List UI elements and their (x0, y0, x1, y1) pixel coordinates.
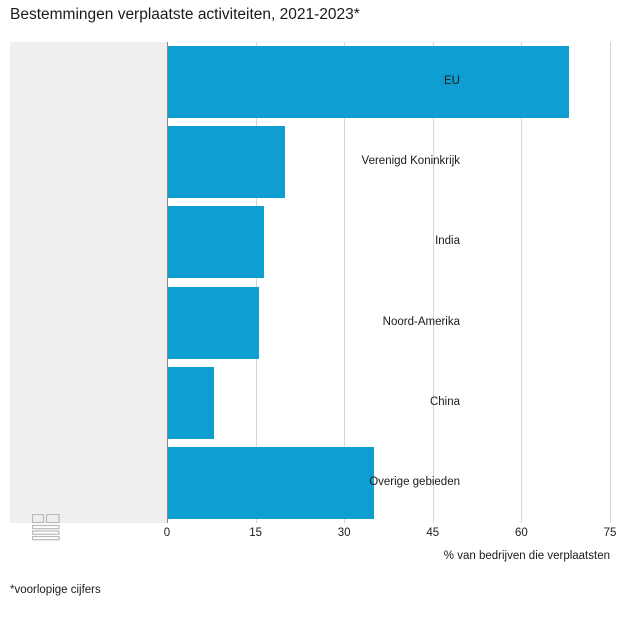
bar-3 (167, 287, 259, 359)
category-label: EU (444, 75, 460, 88)
x-tick-label: 75 (603, 527, 617, 539)
bar-5 (167, 447, 374, 519)
plot-frame (10, 42, 610, 523)
category-label: India (435, 235, 460, 248)
x-tick-label: 15 (249, 527, 262, 539)
bar-0 (167, 46, 569, 118)
bar-1 (167, 126, 285, 198)
cbs-logo-icon (32, 514, 60, 544)
footnote: *voorlopige cijfers (10, 584, 101, 596)
bar-row (167, 206, 610, 278)
bar-row (167, 367, 610, 439)
plot-area (167, 42, 610, 523)
category-label-band (10, 42, 167, 523)
x-tick-label: 45 (426, 527, 440, 539)
x-axis-title: % van bedrijven die verplaatsten (443, 550, 610, 562)
x-tick-label: 0 (163, 527, 171, 539)
bar-4 (167, 367, 214, 439)
gridline (610, 42, 611, 523)
bar-row (167, 46, 610, 118)
page-title: Bestemmingen verplaatste activiteiten, 2021-2023* (10, 6, 360, 23)
bar-2 (167, 206, 264, 278)
category-label: Overige gebieden (369, 475, 460, 488)
y-axis-line (167, 42, 168, 523)
x-tick-label: 60 (514, 527, 528, 539)
category-label: China (429, 395, 460, 408)
x-tick-label: 30 (337, 527, 351, 539)
category-label: Verenigd Koninkrijk (361, 155, 460, 168)
category-label: Noord-Amerika (382, 315, 460, 328)
